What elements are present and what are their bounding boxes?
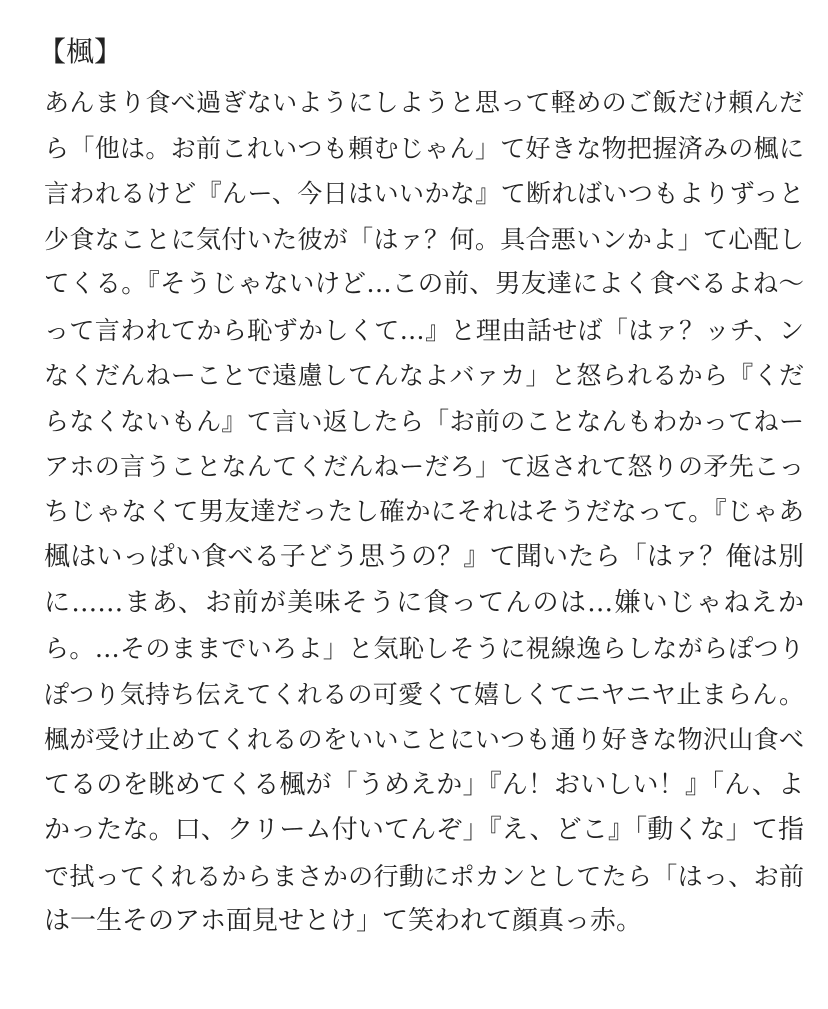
- text-line: なくだんねーことで遠慮してんなよバァカ」と怒られるから『くだ: [44, 361, 804, 390]
- text-line: 楓はいっぱい食べる子どう思うの？』て聞いたら「はァ？俺は別: [44, 542, 804, 572]
- text-line: ら「他は。お前これいつも頼むじゃん」て好きな物把握済みの楓に: [44, 133, 804, 163]
- text-line: らなくないもん』て言い返したら「お前のことなんもわかってねー: [44, 406, 804, 436]
- text-line: てるのを眺めてくる楓が「うめえか」『ん！おいしい！』「ん、よ: [44, 769, 804, 800]
- text-line: ら。…そのままでいろよ」と気恥しそうに視線逸らしながらぽつり: [44, 634, 804, 663]
- text-line: 言われるけど『んー、今日はいいかな』て断ればいつもよりずっと: [44, 179, 804, 208]
- text-line: あんまり食べ過ぎないようにしようと思って軽めのご飯だけ頼んだ: [44, 88, 804, 117]
- document-body: [44, 80, 804, 945]
- text-line: アホの言うことなんてくだんねーだろ」て返されて怒りの矛先こっ: [44, 452, 804, 481]
- text-line: って言われてから恥ずかしくて…』と理由話せば「はァ？ッチ、ン: [44, 315, 804, 345]
- text-line: は一生そのアホ面見せとけ」て笑われて顔真っ赤。: [44, 906, 643, 936]
- text-line: ぽつり気持ち伝えてくれるの可愛くて嬉しくてニヤニヤ止まらん。: [44, 679, 804, 709]
- text-line: 少食なことに気付いた彼が「はァ？何。具合悪いンかよ」て心配し: [44, 224, 804, 254]
- text-line: てくる。『そうじゃないけど…この前、男友達によく食べるよね〜: [44, 269, 804, 299]
- text-line: に……まあ、お前が美味そうに食ってんのは…嫌いじゃねえか: [44, 587, 804, 618]
- text-line: 楓が受け止めてくれるのをいいことにいつも通り好きな物沢山食べ: [44, 725, 804, 754]
- text-line: ちじゃなくて男友達だったし確かにそれはそうだなって。『じゃあ: [44, 496, 804, 527]
- document-title: 【楓】: [38, 35, 123, 68]
- text-line: かったな。口、クリーム付いてんぞ」『え、どこ』「動くな」て指: [44, 815, 804, 845]
- text-line: で拭ってくれるからまさかの行動にポカンとしてたら「はっ、お前: [44, 861, 804, 891]
